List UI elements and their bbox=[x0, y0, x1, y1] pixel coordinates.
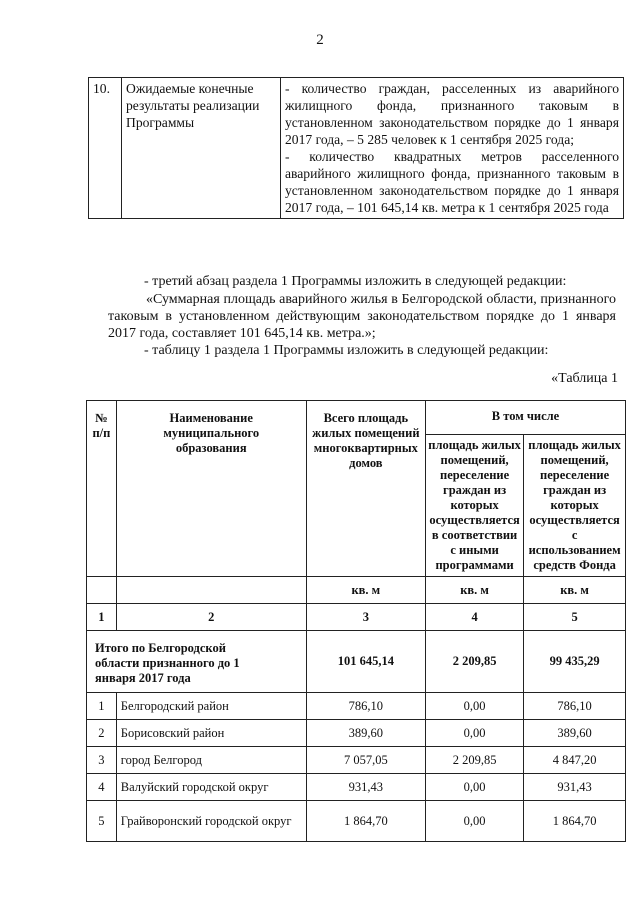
row-name: Белгородский район bbox=[116, 693, 306, 720]
row-other: 0,00 bbox=[425, 801, 523, 842]
result-square-meters: - количество квадратных метров расселенного аварийного жилищного фонда, признанного таковым в установленном законодательством порядке до 1 января 2017 года, – 101 645,14 кв. метра к 1 сентября 2025 года bbox=[285, 149, 619, 215]
column-number: 2 bbox=[116, 604, 306, 631]
row-fund: 786,10 bbox=[524, 693, 626, 720]
row-number: 5 bbox=[87, 801, 117, 842]
row-fund: 389,60 bbox=[524, 720, 626, 747]
row-number: 2 bbox=[87, 720, 117, 747]
row-number: 3 bbox=[87, 747, 117, 774]
row-fund: 1 864,70 bbox=[524, 801, 626, 842]
header-col-b: площадь жилых помещений, переселение граждан из которых осуществляется с использованием средств Фонда bbox=[524, 435, 626, 577]
column-number-row bbox=[87, 604, 626, 631]
header-no: № п/п bbox=[87, 401, 117, 577]
program-results-table bbox=[88, 77, 624, 219]
area-table bbox=[86, 400, 626, 842]
total-area: 101 645,14 bbox=[306, 631, 425, 693]
unit-row bbox=[87, 577, 626, 604]
row-name: Грайворонский городской округ bbox=[116, 801, 306, 842]
column-number: 3 bbox=[306, 604, 425, 631]
unit-blank bbox=[87, 577, 117, 604]
row-name: Борисовский район bbox=[116, 720, 306, 747]
unit-label: кв. м bbox=[306, 577, 425, 604]
header-row bbox=[87, 401, 626, 435]
row-total: 931,43 bbox=[306, 774, 425, 801]
column-number: 4 bbox=[425, 604, 523, 631]
column-number: 1 bbox=[87, 604, 117, 631]
table-row bbox=[87, 801, 626, 842]
unit-blank bbox=[116, 577, 306, 604]
total-area-fund: 99 435,29 bbox=[524, 631, 626, 693]
paragraph-third-abzac: - третий абзац раздела 1 Программы изложить в следующей редакции: bbox=[144, 274, 567, 289]
row-total: 389,60 bbox=[306, 720, 425, 747]
total-label: Итого по Белгородской области признанного до 1 января 2017 года bbox=[87, 631, 307, 693]
table-row bbox=[87, 693, 626, 720]
row-number: 4 bbox=[87, 774, 117, 801]
row-total: 7 057,05 bbox=[306, 747, 425, 774]
table-row bbox=[89, 78, 624, 219]
header-col-a: площадь жилых помещений, переселение граждан из которых осуществляется в соответствии с иными программами bbox=[425, 435, 523, 577]
table-row bbox=[87, 747, 626, 774]
item-number: 10. bbox=[89, 78, 122, 219]
unit-label: кв. м bbox=[524, 577, 626, 604]
column-number: 5 bbox=[524, 604, 626, 631]
table-row bbox=[87, 720, 626, 747]
row-other: 0,00 bbox=[425, 774, 523, 801]
row-name: Валуйский городской округ bbox=[116, 774, 306, 801]
row-other: 0,00 bbox=[425, 720, 523, 747]
row-other: 2 209,85 bbox=[425, 747, 523, 774]
row-total: 786,10 bbox=[306, 693, 425, 720]
row-name: город Белгород bbox=[116, 747, 306, 774]
page-number: 2 bbox=[316, 32, 324, 48]
table-row bbox=[87, 774, 626, 801]
header-name: Наименование муниципального образования bbox=[116, 401, 306, 577]
paragraph-total-area: «Суммарная площадь аварийного жилья в Белгородской области, признанного таковым в установленном действующим законодательством порядке до 1 января 2017 года, составляет 101 645,14 кв. метра.»; bbox=[108, 292, 616, 341]
item-label: Ожидаемые конечные результаты реализации Программы bbox=[122, 78, 281, 219]
row-total: 1 864,70 bbox=[306, 801, 425, 842]
unit-label: кв. м bbox=[425, 577, 523, 604]
item-content bbox=[281, 78, 624, 219]
total-area-other: 2 209,85 bbox=[425, 631, 523, 693]
row-fund: 931,43 bbox=[524, 774, 626, 801]
row-fund: 4 847,20 bbox=[524, 747, 626, 774]
result-citizens: - количество граждан, расселенных из аварийного жилищного фонда, признанного таковым в установленном законодательством порядке до 1 января 2017 года, – 5 285 человек к 1 сентября 2025 года; bbox=[285, 81, 619, 147]
paragraph-table-change: - таблицу 1 раздела 1 Программы изложить в следующей редакции: bbox=[144, 343, 549, 358]
total-row bbox=[87, 631, 626, 693]
header-total: Всего площадь жилых помещений многоквартирных домов bbox=[306, 401, 425, 577]
row-other: 0,00 bbox=[425, 693, 523, 720]
table-caption: «Таблица 1 bbox=[551, 371, 618, 386]
header-including: В том числе bbox=[425, 401, 625, 435]
row-number: 1 bbox=[87, 693, 117, 720]
